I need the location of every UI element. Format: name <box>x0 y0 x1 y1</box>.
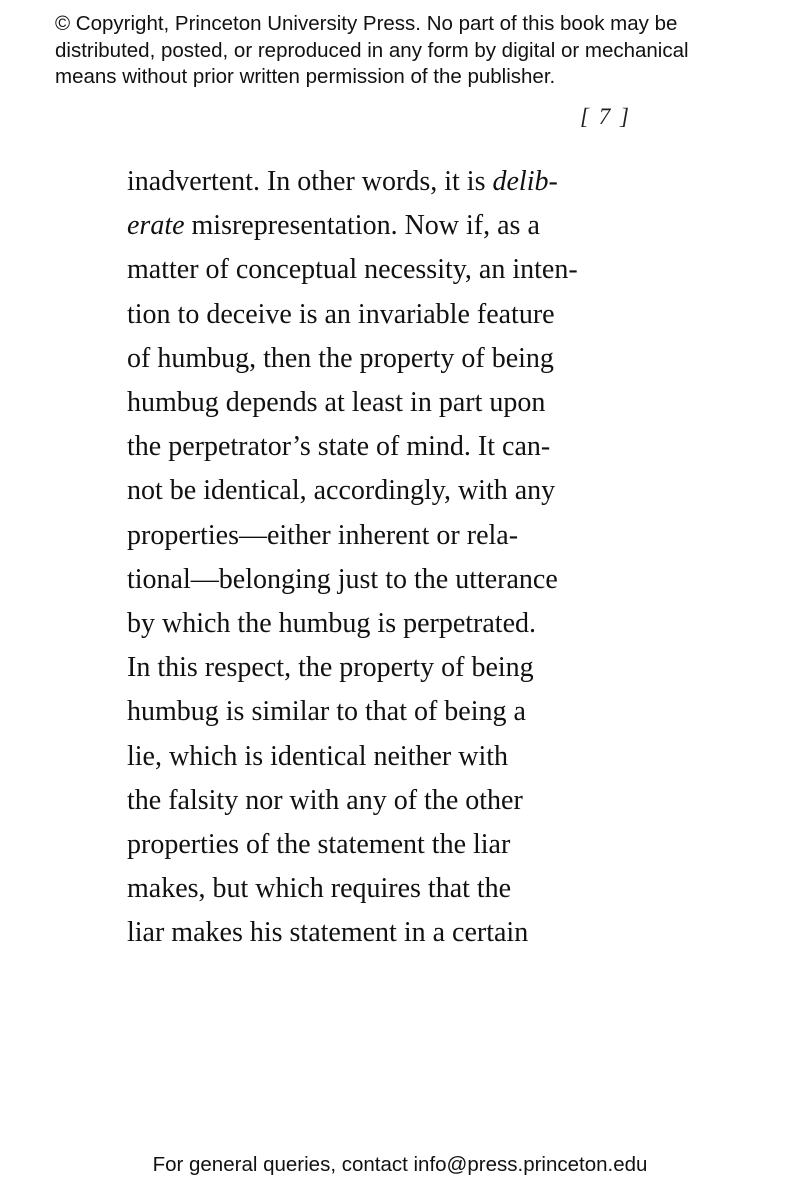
body-line: In this respect, the property of being <box>127 652 534 684</box>
body-line: properties—either inherent or rela- <box>127 519 519 551</box>
body-line: matter of conceptual necessity, an inten- <box>127 254 578 286</box>
body-line: lie, which is identical neither with <box>127 740 509 772</box>
body-line: the falsity nor with any of the other <box>127 784 523 816</box>
copyright-line: © Copyright, Princeton University Press. No part of this book may be <box>55 12 678 35</box>
body-text-segment: inadvertent. In other words, it is <box>127 166 493 197</box>
body-line <box>127 204 687 248</box>
body-line: humbug is similar to that of being a <box>127 696 526 728</box>
page-number: [ 7 ] <box>580 104 631 129</box>
body-line: of humbug, then the property of being <box>127 342 554 374</box>
copyright-notice <box>55 11 775 91</box>
body-line: the perpetrator’s state of mind. It can- <box>127 431 551 463</box>
body-line: makes, but which requires that the <box>127 873 512 905</box>
body-line <box>127 160 687 204</box>
body-line: humbug depends at least in part upon <box>127 387 546 419</box>
body-text-segment: misrepresentation. Now if, as a <box>184 210 540 242</box>
emphasis-text: delib- <box>492 166 558 197</box>
body-line: properties of the statement the liar <box>127 829 511 861</box>
body-line: tion to deceive is an invariable feature <box>127 298 555 330</box>
body-line: liar makes his statement in a certain <box>127 917 529 949</box>
body-line: not be identical, accordingly, with any <box>127 475 556 507</box>
body-text <box>127 160 687 956</box>
emphasis-text: erate <box>127 210 185 242</box>
copyright-line: distributed, posted, or reproduced in any form by digital or mechanical <box>55 38 689 62</box>
copyright-line: means without prior written permission of the publisher. <box>55 65 556 88</box>
body-line: tional—belonging just to the utterance <box>127 563 558 595</box>
body-line: by which the humbug is perpetrated. <box>127 608 537 640</box>
footer-contact: For general queries, contact info@press.princeton.edu <box>152 1153 648 1176</box>
